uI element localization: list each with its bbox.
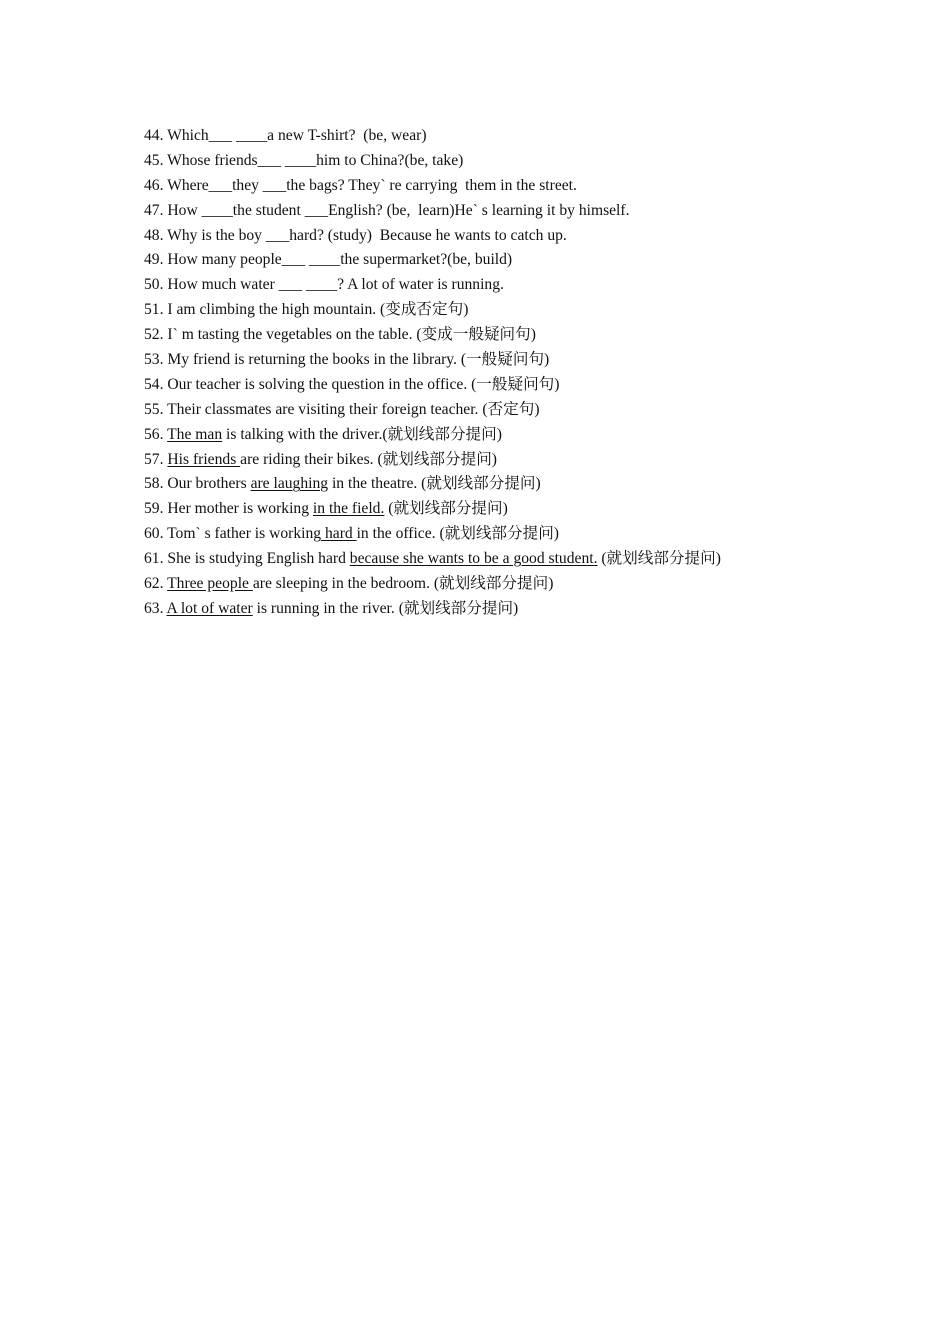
- exercise-text: My friend is returning the books in the library. (一般疑问句): [167, 351, 550, 369]
- exercise-number: 59.: [144, 500, 164, 518]
- exercise-text: (就划线部分提问): [597, 550, 721, 568]
- exercise-number: 63.: [144, 599, 164, 617]
- exercise-number: 47.: [144, 201, 164, 219]
- exercise-line: [144, 323, 904, 348]
- exercise-line: [144, 373, 904, 398]
- exercise-line: [144, 572, 904, 597]
- exercise-number: 52.: [144, 326, 164, 344]
- exercise-line: [144, 224, 904, 249]
- exercise-text: How ____the student ___English? (be, learn)He` s learning it by himself.: [167, 201, 630, 219]
- underlined-phrase: are laughing: [250, 475, 329, 493]
- exercise-text: Where___they ___the bags? They` re carrying them in the street.: [167, 176, 577, 194]
- underlined-phrase: His friends: [167, 450, 241, 468]
- exercise-number: 60.: [144, 525, 164, 543]
- exercise-text: She is studying English hard: [167, 550, 350, 568]
- exercise-number: 58.: [144, 475, 164, 493]
- exercise-line: [144, 298, 904, 323]
- exercise-number: 56.: [144, 425, 164, 443]
- exercise-text: How much water ___ ____? A lot of water is running.: [167, 276, 504, 294]
- exercise-number: 55.: [144, 400, 164, 418]
- exercise-text: Our brothers: [167, 475, 251, 493]
- exercise-line: [144, 348, 904, 373]
- exercise-line: [144, 124, 904, 149]
- exercise-line: [144, 547, 904, 572]
- exercise-line: [144, 423, 904, 448]
- exercise-line: [144, 174, 904, 199]
- exercise-text: in the theatre. (就划线部分提问): [328, 475, 541, 493]
- exercise-line: [144, 149, 904, 174]
- exercise-text: Tom` s father is working: [167, 525, 322, 543]
- underlined-phrase: Three people: [167, 575, 253, 593]
- exercise-text: Which___ ____a new T-shirt? (be, wear): [167, 127, 427, 144]
- exercise-number: 44.: [144, 127, 164, 144]
- exercise-line: [144, 273, 904, 298]
- exercise-number: 61.: [144, 550, 164, 568]
- exercise-number: 48.: [144, 226, 164, 244]
- exercise-text: are riding their bikes. (就划线部分提问): [240, 450, 497, 468]
- exercise-line: [144, 448, 904, 473]
- underlined-phrase: hard: [321, 525, 357, 543]
- underlined-phrase: The man: [167, 425, 223, 443]
- exercise-number: 53.: [144, 351, 164, 369]
- exercise-number: 46.: [144, 176, 164, 194]
- exercise-line: [144, 398, 904, 423]
- exercise-number: 51.: [144, 301, 164, 319]
- exercise-text: in the office. (就划线部分提问): [356, 525, 559, 543]
- exercise-text: is running in the river. (就划线部分提问): [252, 599, 519, 617]
- exercise-line: [144, 199, 904, 224]
- underlined-phrase: in the field.: [312, 500, 385, 518]
- exercise-line: [144, 248, 904, 273]
- exercise-text: I am climbing the high mountain. (变成否定句): [167, 301, 469, 319]
- exercise-number: 49.: [144, 251, 164, 269]
- exercise-number: 57.: [144, 450, 164, 468]
- exercise-text: are sleeping in the bedroom. (就划线部分提问): [252, 575, 554, 593]
- underlined-phrase: because she wants to be a good student.: [349, 550, 598, 568]
- exercise-number: 45.: [144, 151, 164, 169]
- exercise-text: Our teacher is solving the question in the office. (一般疑问句): [167, 375, 560, 393]
- exercise-text: How many people___ ____the supermarket?(be, build): [167, 251, 513, 269]
- exercise-number: 50.: [144, 276, 164, 294]
- exercise-text: (就划线部分提问): [384, 500, 508, 518]
- exercise-number: 54.: [144, 375, 164, 393]
- exercise-text: I` m tasting the vegetables on the table. (变成一般疑问句): [167, 326, 536, 344]
- exercise-text: Her mother is working: [167, 500, 313, 518]
- exercise-text: Their classmates are visiting their foreign teacher. (否定句): [167, 400, 540, 418]
- exercise-text: Why is the boy ___hard? (study) Because he wants to catch up.: [167, 226, 567, 244]
- exercise-text: Whose friends___ ____him to China?(be, take): [167, 151, 464, 169]
- exercise-list: [144, 124, 904, 622]
- exercise-line: [144, 522, 904, 547]
- exercise-line: [144, 497, 904, 522]
- underlined-phrase: A lot of water: [166, 599, 253, 617]
- exercise-text: is talking with the driver.(就划线部分提问): [222, 425, 502, 443]
- exercise-number: 62.: [144, 575, 164, 593]
- exercise-line: [144, 472, 904, 497]
- exercise-line: [144, 597, 904, 622]
